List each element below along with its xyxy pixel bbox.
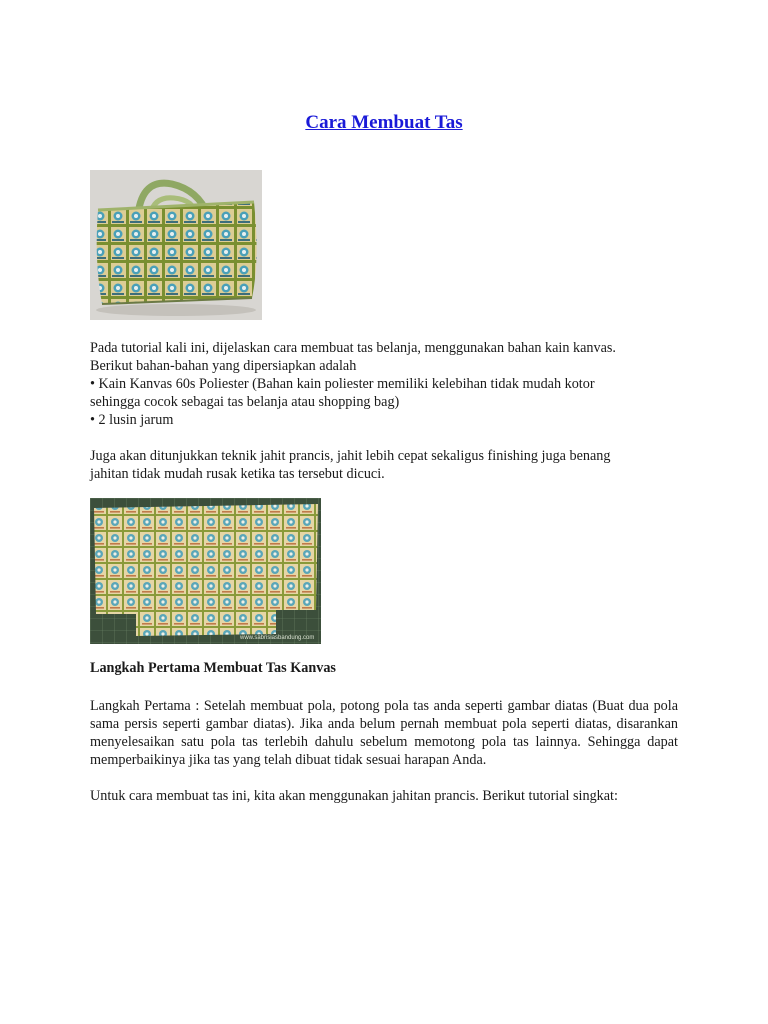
closing-paragraph: Untuk cara membuat tas ini, kita akan menggunakan jahitan prancis. Berikut tutorial singkat: [90, 788, 618, 804]
fabric-pattern-photo [90, 498, 321, 644]
page-title [0, 112, 768, 134]
bullet-item-kain: • Kain Kanvas 60s Poliester (Bahan kain poliester memiliki kelebihan tidak mudah kotor [90, 376, 595, 392]
technique-line: Juga akan ditunjukkan teknik jahit prancis, jahit lebih cepat sekaligus finishing juga benang [90, 448, 611, 464]
intro-paragraph [90, 339, 678, 429]
technique-paragraph [90, 447, 678, 483]
bullet-item-kain-cont: sehingga cocok sebagai tas belanja atau shopping bag) [90, 394, 400, 410]
title-link[interactable]: Cara Membuat Tas [305, 112, 463, 133]
canvas-bag-photo [90, 170, 262, 320]
bullet-item-jarum: • 2 lusin jarum [90, 412, 174, 428]
bag-illustration [90, 170, 262, 320]
intro-line: Pada tutorial kali ini, dijelaskan cara membuat tas belanja, menggunakan bahan kain kanvas. [90, 340, 616, 356]
intro-line: Berikut bahan-bahan yang dipersiapkan adalah [90, 358, 357, 374]
technique-line: jahitan tidak mudah rusak ketika tas tersebut dicuci. [90, 466, 385, 482]
fabric-illustration [90, 498, 321, 644]
step-paragraph: Langkah Pertama : Setelah membuat pola, potong pola tas anda seperti gambar diatas (Buat dua pola sama persis seperti gambar diatas). Jika anda belum pernah membuat pola seperti diatas, disarankan menyelesaikan satu pola tas terlebih dahulu sebelum memotong pola tas lainnya. Sehingga dapat memperbaikinya jika tas yang telah dibuat tidak sesuai harapan Anda. [90, 698, 678, 768]
step-heading: Langkah Pertama Membuat Tas Kanvas [90, 660, 336, 676]
fabric-watermark: www.sabrisiasbandung.com [240, 635, 315, 641]
